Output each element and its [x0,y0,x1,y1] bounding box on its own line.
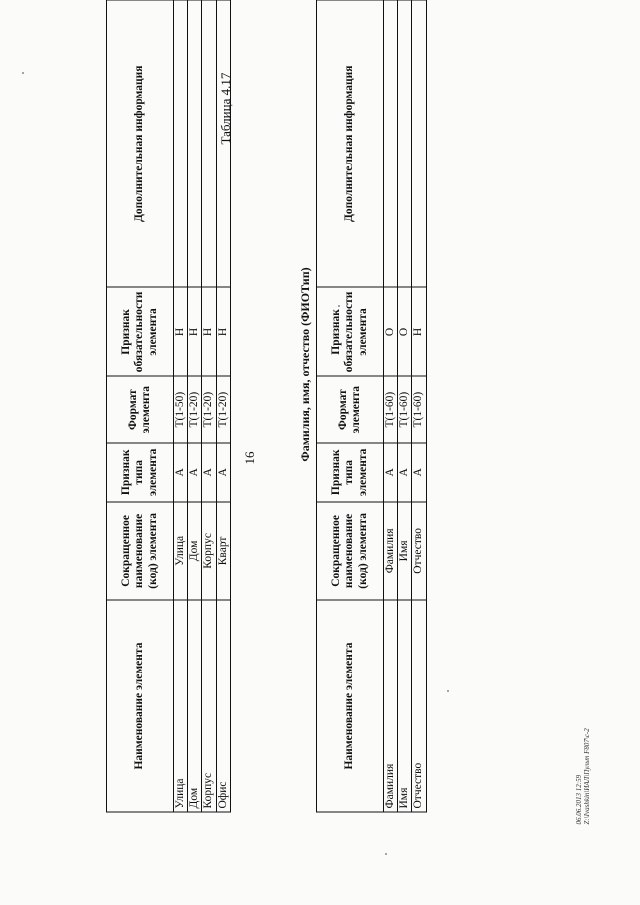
cell-short: Фамилия [384,502,398,600]
cell-required: О [398,287,412,376]
cell-type: А [216,443,230,502]
cell-required: Н [412,287,426,376]
cell-required: Н [216,287,230,376]
cell-format: Т(1-60) [398,376,412,443]
header-element-format: Формат элемента [107,376,174,443]
fio-elements-table [316,0,427,813]
cell-type: А [174,443,188,502]
table-header-row [317,0,384,812]
cell-required: Н [174,287,188,376]
cell-short: Имя [398,502,412,600]
page-number: 16 [242,451,257,465]
header-element-format: Формат элемента [317,376,384,443]
cell-info [412,0,426,287]
header-required: Признак обязательности элемента [107,287,174,376]
header-required: Признак обязательности элемента [317,287,384,376]
cell-name: Фамилия [384,600,398,812]
file-stamp [575,728,592,824]
header-element-type: Признак типа элемента [107,443,174,502]
cell-info [384,0,398,287]
cell-short: Отчество [412,502,426,600]
scan-speck [447,690,449,692]
cell-info [202,0,216,287]
table-row [188,0,202,812]
cell-name: Имя [398,600,412,812]
header-element-name: Наименование элемента [107,600,174,812]
cell-type: А [412,443,426,502]
cell-short: Корпус [202,502,216,600]
header-element-name: Наименование элемента [317,600,384,812]
cell-info [174,0,188,287]
cell-name: Офис [216,600,230,812]
fio-table-title: Фамилия, имя, отчество (ФИОТип) [298,267,312,462]
cell-required: Н [188,287,202,376]
scan-speck [22,72,24,74]
table-header-row [107,0,174,812]
cell-format: Т(1-20) [188,376,202,443]
cell-name: Дом [188,600,202,812]
stamp-date: 06.06.2013 12:59 [575,774,583,825]
cell-short: Кварт [216,502,230,600]
cell-info [188,0,202,287]
table-row [202,0,216,812]
cell-info [398,0,412,287]
cell-type: А [202,443,216,502]
table-row [398,0,412,812]
scan-speck [338,305,340,307]
cell-format: Т(1-60) [384,376,398,443]
cell-name: Улица [174,600,188,812]
table-row [384,0,398,812]
header-additional-info: Дополнительная информация [317,0,384,287]
cell-type: А [188,443,202,502]
cell-short: Дом [188,502,202,600]
cell-type: А [384,443,398,502]
cell-type: А [398,443,412,502]
cell-name: Отчество [412,600,426,812]
header-short-name: Сокращенное наименование (код) элемента [317,502,384,600]
header-additional-info: Дополнительная информация [107,0,174,287]
cell-format: Т(1-60) [412,376,426,443]
stamp-path: Z:\Ivashkin\ИАЛ\Пульт F807\c-2 [583,728,592,825]
cell-format: Т(1-50) [174,376,188,443]
table-row [412,0,426,812]
cell-format: Т(1-20) [202,376,216,443]
address-elements-table [106,0,231,813]
header-short-name: Сокращенное наименование (код) элемента [107,502,174,600]
cell-required: О [384,287,398,376]
cell-name: Корпус [202,600,216,812]
cell-format: Т(1-20) [216,376,230,443]
cell-required: Н [202,287,216,376]
header-element-type: Признак типа элемента [317,443,384,502]
scan-speck [385,853,387,855]
table-number-label: Таблица 4.17 [218,72,233,145]
cell-short: Улица [174,502,188,600]
table-row [174,0,188,812]
